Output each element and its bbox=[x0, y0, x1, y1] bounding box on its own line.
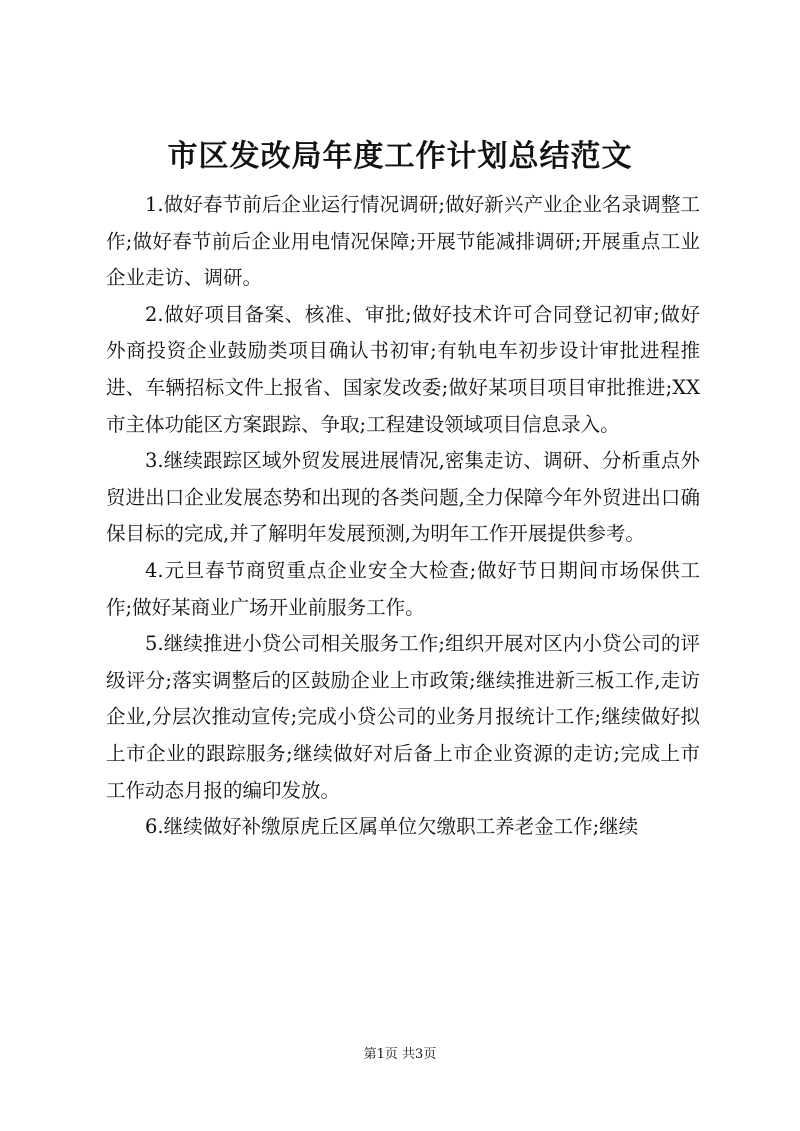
paragraph-6: 6.继续做好补缴原虎丘区属单位欠缴职工养老金工作;继续 bbox=[145, 815, 639, 839]
paragraph-1: 1.做好春节前后企业运行情况调研;做好新兴产业企业名录调整工作;做好春节前后企业用电情况保障;开展节能减排调研;开展重点工业企业走访、调研。 bbox=[106, 193, 700, 290]
document-title: 市区发改局年度工作计划总结范文 bbox=[167, 139, 633, 174]
paragraph-5: 5.继续推进小贷公司相关服务工作;组织开展对区内小贷公司的评级评分;落实调整后的区鼓励企业上市政策;继续推进新三板工作,走访企业,分层次推动宣传;完成小贷公司的业务月报统计工作;继续做好拟上市企业的跟踪服务;继续做好对后备上市企业资源的走访;完成上市工作动态月报的编印发放。 bbox=[106, 632, 700, 802]
paragraph-4: 4.元旦春节商贸重点企业安全大检查;做好节日期间市场保供工作;做好某商业广场开业前服务工作。 bbox=[106, 558, 700, 619]
document-body bbox=[106, 187, 700, 846]
paragraph-3: 3.继续跟踪区域外贸发展进展情况,密集走访、调研、分析重点外贸进出口企业发展态势和出现的各类问题,全力保障今年外贸进出口确保目标的完成,并了解明年发展预测,为明年工作开展提供参考。 bbox=[106, 449, 700, 546]
page-number-footer: 第1页 共3页 bbox=[363, 1047, 437, 1062]
paragraph-2: 2.做好项目备案、核准、审批;做好技术许可合同登记初审;做好外商投资企业鼓励类项目确认书初审;有轨电车初步设计审批进程推进、车辆招标文件上报省、国家发改委;做好某项目项目审批推进;XX市主体功能区方案跟踪、争取;工程建设领域项目信息录入。 bbox=[106, 302, 700, 436]
